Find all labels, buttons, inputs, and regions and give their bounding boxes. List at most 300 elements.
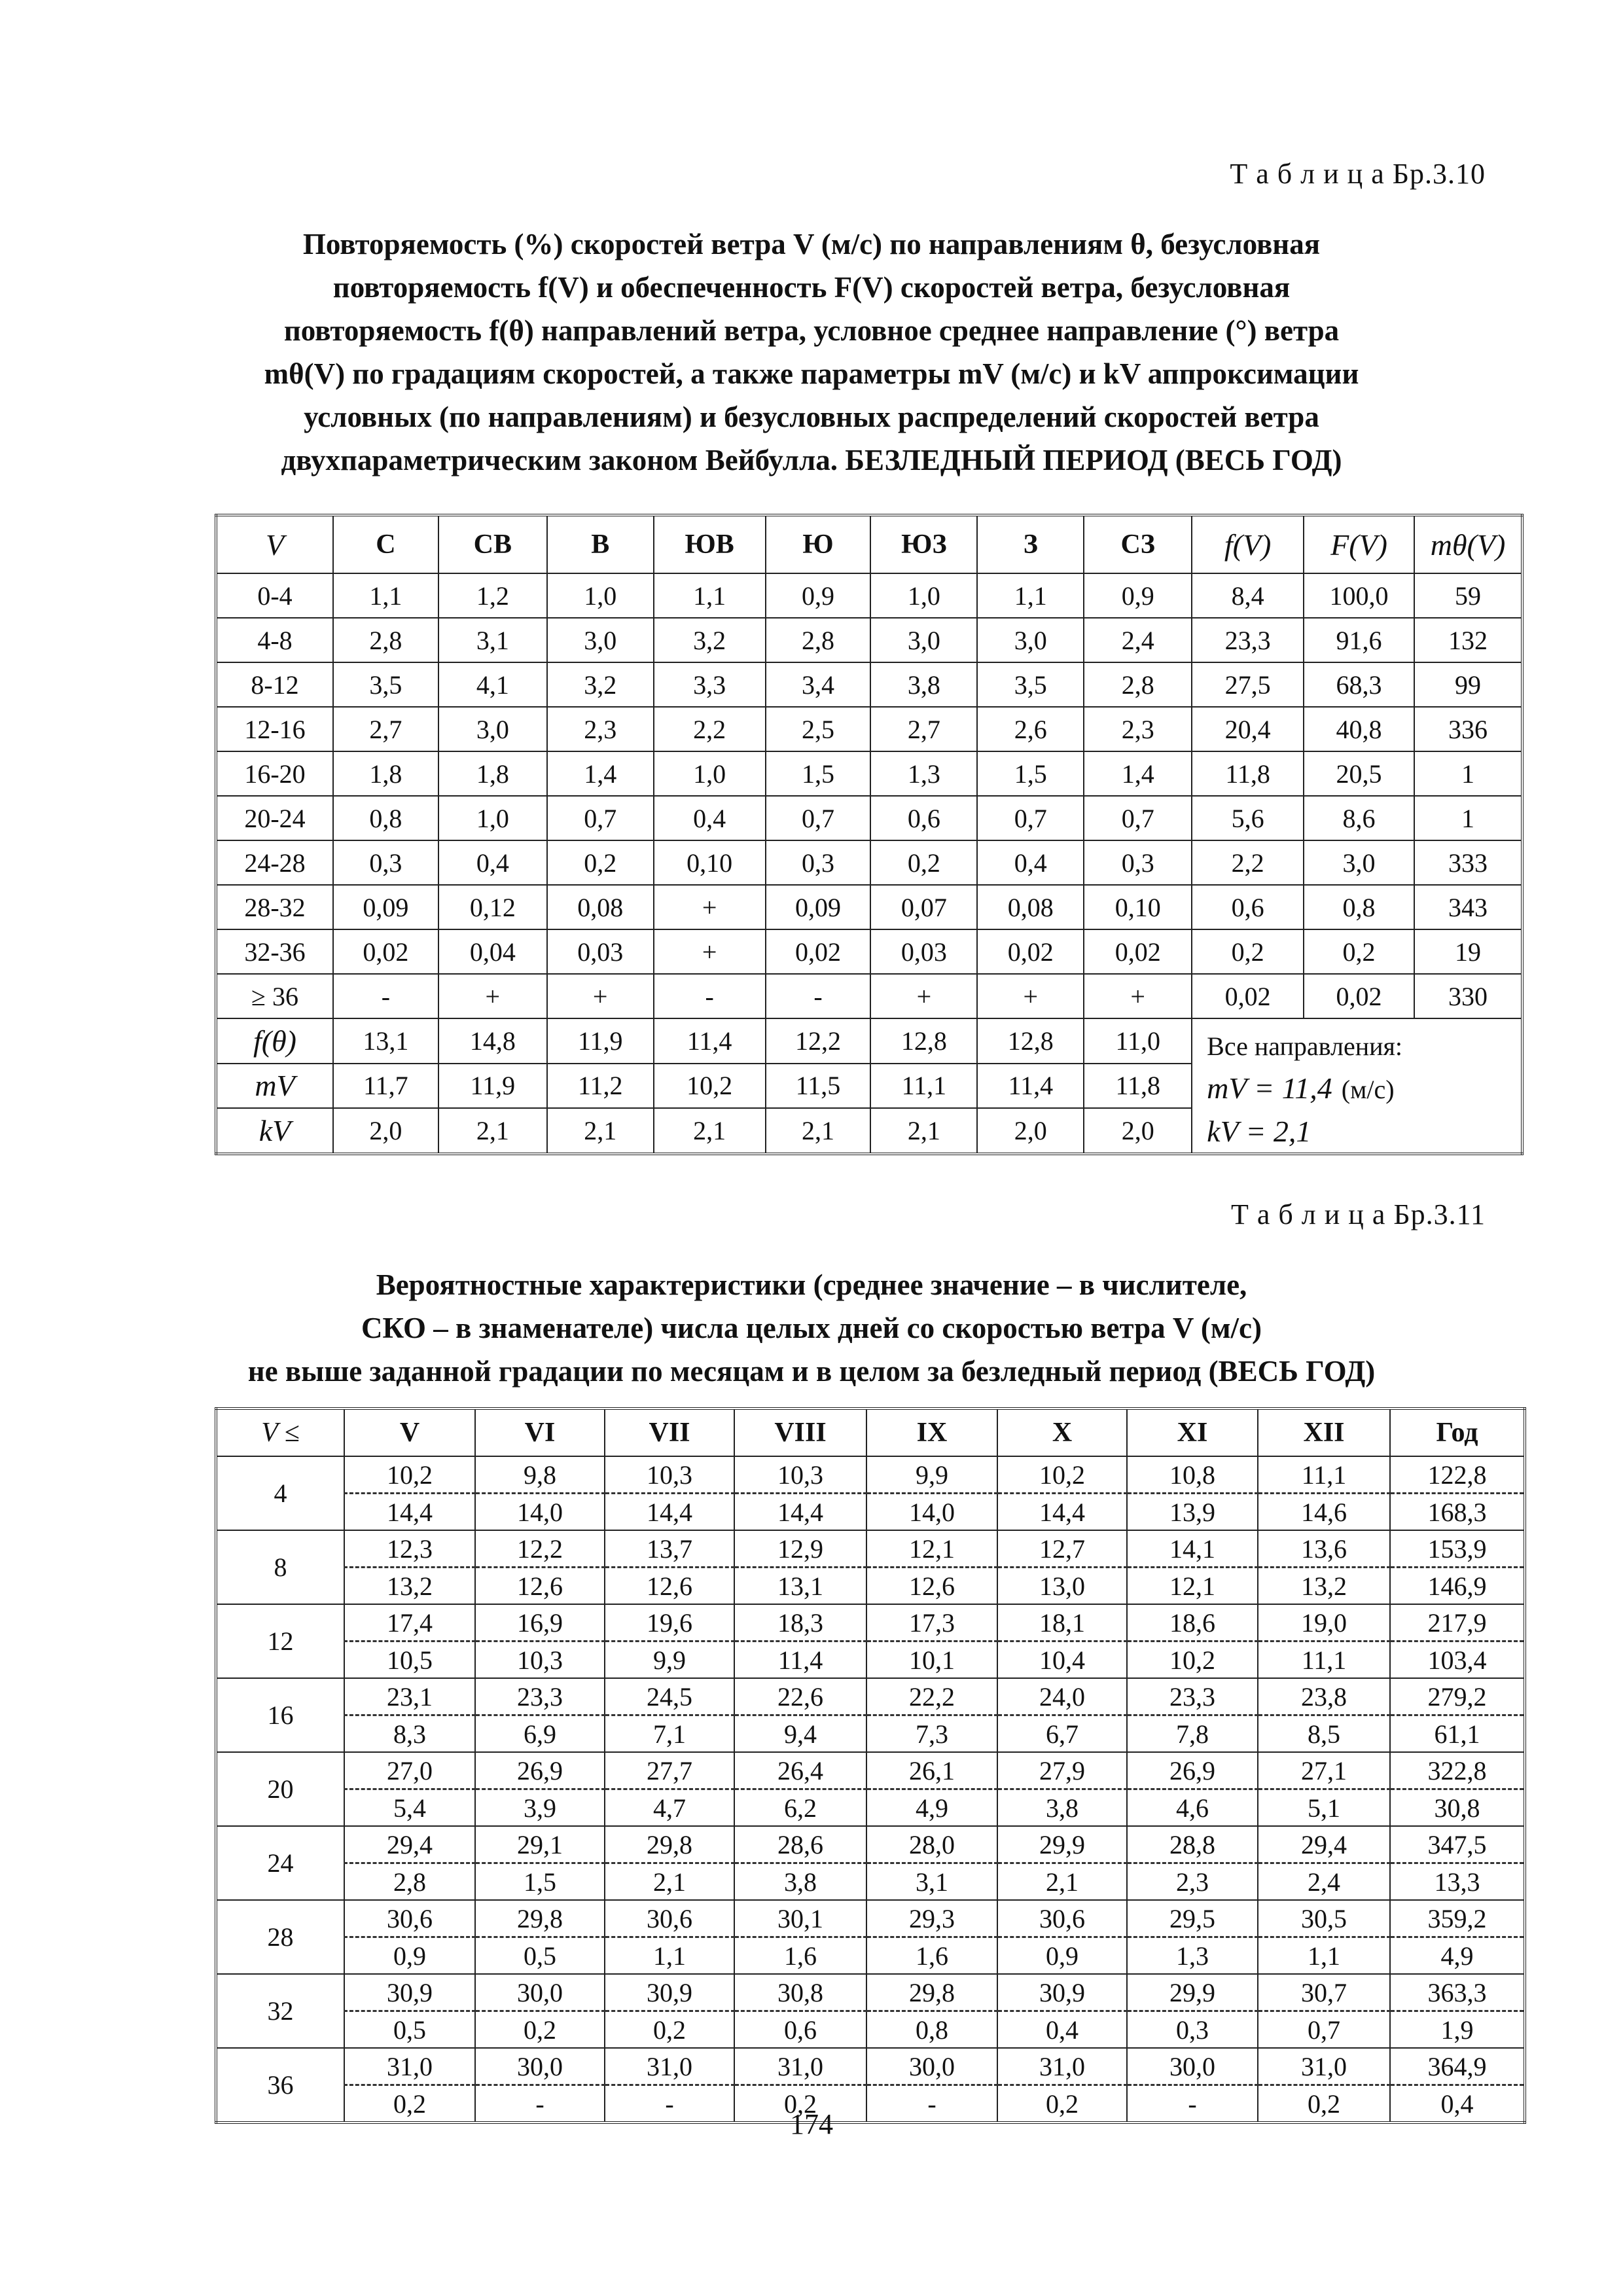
table-cell: 11,4: [654, 1018, 766, 1064]
table-cell: 2,2: [654, 707, 766, 751]
mean-cell: 30,0: [475, 2048, 605, 2085]
sko-cell: 9,9: [605, 1641, 734, 1679]
column-header: VI: [475, 1408, 605, 1456]
speed-gradation: 28: [216, 1900, 344, 1974]
mean-cell: 23,3: [475, 1678, 605, 1715]
table-cell: 3,0: [438, 707, 547, 751]
sko-cell: 12,6: [475, 1568, 605, 1605]
column-header: ЮВ: [654, 515, 766, 573]
table-cell: 4,1: [438, 662, 547, 707]
mean-cell: 27,0: [344, 1752, 475, 1789]
mean-cell: 19,0: [1258, 1604, 1390, 1641]
table-cell: 1,0: [654, 751, 766, 796]
title-line: условных (по направлениям) и безусловных распределений скоростей ветра: [304, 401, 1319, 433]
table-cell: 0,6: [1192, 885, 1304, 929]
table-cell: +: [654, 929, 766, 974]
numerator-row: [216, 1456, 1525, 1494]
table-cell: 3,0: [870, 618, 977, 662]
sko-cell: 30,8: [1390, 1789, 1525, 1827]
mean-cell: 29,8: [605, 1826, 734, 1863]
table-cell: 1,3: [870, 751, 977, 796]
mean-cell: 12,1: [866, 1530, 997, 1568]
table-cell: 12,8: [870, 1018, 977, 1064]
row-label: f(θ): [216, 1018, 333, 1064]
mean-cell: 30,0: [1127, 2048, 1258, 2085]
sko-cell: 0,2: [734, 2085, 866, 2123]
sko-cell: 0,7: [1258, 2011, 1390, 2049]
denominator-row: [216, 2011, 1525, 2049]
table-cell: 1,0: [547, 573, 654, 618]
table-cell: 2,8: [766, 618, 871, 662]
table-cell: 23,3: [1192, 618, 1304, 662]
mean-cell: 10,3: [605, 1456, 734, 1494]
numerator-row: [216, 1826, 1525, 1863]
numerator-row: [216, 1678, 1525, 1715]
sko-cell: 0,2: [1258, 2085, 1390, 2123]
mean-cell: 23,1: [344, 1678, 475, 1715]
table-cell: 0,9: [766, 573, 871, 618]
column-header: ЮЗ: [870, 515, 977, 573]
denominator-row: [216, 1789, 1525, 1827]
table-cell: 4-8: [216, 618, 333, 662]
speed-gradation: 16: [216, 1678, 344, 1752]
table-cell: 1,4: [547, 751, 654, 796]
param-row: [216, 1018, 1522, 1064]
title-line: повторяемость f(θ) направлений ветра, условное среднее направление (°) ветра: [283, 314, 1340, 347]
column-header: XII: [1258, 1408, 1390, 1456]
table-cell: 11,8: [1084, 1064, 1192, 1109]
column-header: XI: [1127, 1408, 1258, 1456]
page-number: 174: [790, 2108, 833, 2140]
table-cell: 1,1: [654, 573, 766, 618]
sko-cell: 10,2: [1127, 1641, 1258, 1679]
table-cell: 0,4: [654, 796, 766, 840]
mean-cell: 30,7: [1258, 1974, 1390, 2011]
mean-cell: 29,3: [866, 1900, 997, 1937]
sko-cell: 8,5: [1258, 1715, 1390, 1753]
mean-cell: 28,0: [866, 1826, 997, 1863]
column-header: VII: [605, 1408, 734, 1456]
table-cell: 11,5: [766, 1064, 871, 1109]
mean-cell: 31,0: [605, 2048, 734, 2085]
sko-cell: 13,0: [997, 1568, 1127, 1605]
mean-cell: 363,3: [1390, 1974, 1525, 2011]
table-cell: 8,4: [1192, 573, 1304, 618]
sko-cell: 0,5: [344, 2011, 475, 2049]
mean-cell: 217,9: [1390, 1604, 1525, 1641]
table-cell: 11,9: [438, 1064, 547, 1109]
table-cell: 2,7: [870, 707, 977, 751]
sko-cell: 6,9: [475, 1715, 605, 1753]
table-cell: 2,4: [1084, 618, 1192, 662]
table-cell: +: [1084, 974, 1192, 1018]
mean-cell: 12,7: [997, 1530, 1127, 1568]
sko-cell: 7,3: [866, 1715, 997, 1753]
table-cell: 0,10: [654, 840, 766, 885]
sko-cell: 10,1: [866, 1641, 997, 1679]
denominator-row: [216, 1494, 1525, 1531]
column-header: В: [547, 515, 654, 573]
mean-cell: 29,9: [997, 1826, 1127, 1863]
sko-cell: 7,1: [605, 1715, 734, 1753]
sko-cell: 0,2: [475, 2011, 605, 2049]
table-row: [216, 885, 1522, 929]
denominator-row: [216, 1641, 1525, 1679]
sko-cell: 13,1: [734, 1568, 866, 1605]
mv-value: mV = 11,4: [1207, 1071, 1332, 1105]
sko-cell: 13,3: [1390, 1863, 1525, 1901]
header-row: [216, 515, 1522, 573]
mean-cell: 13,6: [1258, 1530, 1390, 1568]
table-cell: 0,7: [977, 796, 1084, 840]
table-row: [216, 796, 1522, 840]
table-cell: 1,4: [1084, 751, 1192, 796]
mean-cell: 30,9: [605, 1974, 734, 2011]
mean-cell: 22,2: [866, 1678, 997, 1715]
mean-cell: 9,9: [866, 1456, 997, 1494]
table-cell: 0,3: [333, 840, 438, 885]
sko-cell: 14,4: [344, 1494, 475, 1531]
table-cell: 0,3: [1084, 840, 1192, 885]
speed-gradation: 8: [216, 1530, 344, 1604]
table-cell: 2,1: [870, 1108, 977, 1154]
sko-cell: 14,0: [475, 1494, 605, 1531]
table-cell: 0,2: [547, 840, 654, 885]
sko-cell: 3,9: [475, 1789, 605, 1827]
table-row: [216, 662, 1522, 707]
sko-cell: 9,4: [734, 1715, 866, 1753]
mean-cell: 30,0: [866, 2048, 997, 2085]
speed-gradation: 20: [216, 1752, 344, 1826]
title-line: mθ(V) по градациям скоростей, а также параметры mV (м/с) и kV аппроксимации: [264, 357, 1359, 390]
sko-cell: 3,8: [997, 1789, 1127, 1827]
mean-cell: 364,9: [1390, 2048, 1525, 2085]
table-cell: 3,5: [333, 662, 438, 707]
table-cell: 0,09: [333, 885, 438, 929]
title-line: Повторяемость (%) скоростей ветра V (м/с) по направлениям θ, безусловная: [302, 228, 1321, 260]
table-row: [216, 573, 1522, 618]
table2-title: [196, 1263, 1427, 1393]
sko-cell: 4,7: [605, 1789, 734, 1827]
table-row: [216, 751, 1522, 796]
sko-cell: 14,0: [866, 1494, 997, 1531]
sko-cell: 0,9: [997, 1937, 1127, 1975]
sko-cell: 10,4: [997, 1641, 1127, 1679]
sko-cell: 4,9: [866, 1789, 997, 1827]
sko-cell: 2,1: [997, 1863, 1127, 1901]
table-cell: 3,8: [870, 662, 977, 707]
column-header: V ≤: [216, 1408, 344, 1456]
mean-cell: 30,9: [997, 1974, 1127, 2011]
table-cell: +: [870, 974, 977, 1018]
table-cell: 2,0: [1084, 1108, 1192, 1154]
sko-cell: -: [475, 2085, 605, 2123]
sko-cell: 14,4: [734, 1494, 866, 1531]
sko-cell: -: [605, 2085, 734, 2123]
sko-cell: 3,1: [866, 1863, 997, 1901]
table-cell: 2,1: [654, 1108, 766, 1154]
table-cell: 0,2: [1192, 929, 1304, 974]
table-cell: -: [766, 974, 871, 1018]
sko-cell: 1,9: [1390, 2011, 1525, 2049]
sko-cell: 12,1: [1127, 1568, 1258, 1605]
table-cell: 333: [1414, 840, 1522, 885]
denominator-row: [216, 1937, 1525, 1975]
sko-cell: 4,6: [1127, 1789, 1258, 1827]
table-cell: 0,02: [1084, 929, 1192, 974]
table-cell: 0,3: [766, 840, 871, 885]
table-cell: 3,3: [654, 662, 766, 707]
table-cell: 32-36: [216, 929, 333, 974]
table-cell: +: [977, 974, 1084, 1018]
table-cell: 0,02: [333, 929, 438, 974]
numerator-row: [216, 1900, 1525, 1937]
days-probability-table: [215, 1407, 1526, 2124]
denominator-row: [216, 1568, 1525, 1605]
sko-cell: 13,9: [1127, 1494, 1258, 1531]
mean-cell: 122,8: [1390, 1456, 1525, 1494]
table-cell: 1,5: [977, 751, 1084, 796]
table-cell: 0,08: [547, 885, 654, 929]
sko-cell: 0,2: [605, 2011, 734, 2049]
table-row: [216, 974, 1522, 1018]
sko-cell: 0,4: [1390, 2085, 1525, 2123]
table-cell: 1,1: [333, 573, 438, 618]
speed-gradation: 36: [216, 2048, 344, 2123]
table-cell: 2,8: [1084, 662, 1192, 707]
mean-cell: 18,6: [1127, 1604, 1258, 1641]
mean-cell: 29,1: [475, 1826, 605, 1863]
speed-gradation: 32: [216, 1974, 344, 2048]
table-cell: 0,12: [438, 885, 547, 929]
mean-cell: 30,6: [997, 1900, 1127, 1937]
table-cell: 11,2: [547, 1064, 654, 1109]
mean-cell: 31,0: [1258, 2048, 1390, 2085]
table-cell: 1: [1414, 796, 1522, 840]
table-cell: 11,7: [333, 1064, 438, 1109]
row-label: mV: [216, 1064, 333, 1109]
table-cell: -: [654, 974, 766, 1018]
sko-cell: 14,6: [1258, 1494, 1390, 1531]
column-header: IX: [866, 1408, 997, 1456]
mean-cell: 30,0: [475, 1974, 605, 2011]
table-cell: ≥ 36: [216, 974, 333, 1018]
title-line: не выше заданной градации по месяцам и в целом за безледный период (ВЕСЬ ГОД): [247, 1355, 1376, 1388]
table-cell: 5,6: [1192, 796, 1304, 840]
table-cell: 0,9: [1084, 573, 1192, 618]
mean-cell: 12,9: [734, 1530, 866, 1568]
column-header: f(V): [1192, 515, 1304, 573]
table-cell: 20-24: [216, 796, 333, 840]
table-cell: 3,4: [766, 662, 871, 707]
table-cell: 12,8: [977, 1018, 1084, 1064]
table-cell: 2,8: [333, 618, 438, 662]
sko-cell: 2,8: [344, 1863, 475, 1901]
mean-cell: 322,8: [1390, 1752, 1525, 1789]
table-cell: 99: [1414, 662, 1522, 707]
row-label: kV: [216, 1108, 333, 1154]
table-cell: 0,4: [977, 840, 1084, 885]
mean-cell: 30,9: [344, 1974, 475, 2011]
mean-cell: 19,6: [605, 1604, 734, 1641]
table-row: [216, 929, 1522, 974]
table-row: [216, 707, 1522, 751]
sko-cell: 13,2: [344, 1568, 475, 1605]
sko-cell: 61,1: [1390, 1715, 1525, 1753]
mean-cell: 30,6: [605, 1900, 734, 1937]
mean-cell: 26,9: [1127, 1752, 1258, 1789]
mean-cell: 10,8: [1127, 1456, 1258, 1494]
sko-cell: 6,2: [734, 1789, 866, 1827]
table-cell: 16-20: [216, 751, 333, 796]
column-header: СВ: [438, 515, 547, 573]
table-cell: 1,1: [977, 573, 1084, 618]
table-cell: 59: [1414, 573, 1522, 618]
table-cell: 1,0: [870, 573, 977, 618]
mean-cell: 18,1: [997, 1604, 1127, 1641]
sko-cell: 0,4: [997, 2011, 1127, 2049]
table-cell: 12-16: [216, 707, 333, 751]
mean-cell: 12,3: [344, 1530, 475, 1568]
table-cell: 3,0: [977, 618, 1084, 662]
mean-cell: 29,4: [1258, 1826, 1390, 1863]
sko-cell: 1,6: [866, 1937, 997, 1975]
sko-cell: 0,6: [734, 2011, 866, 2049]
mean-cell: 10,2: [344, 1456, 475, 1494]
title-line: двухпараметрическим законом Вейбулла. БЕЗЛЕДНЫЙ ПЕРИОД (ВЕСЬ ГОД): [281, 444, 1342, 476]
mean-cell: 27,7: [605, 1752, 734, 1789]
table-cell: 2,5: [766, 707, 871, 751]
mean-cell: 10,3: [734, 1456, 866, 1494]
sko-cell: 146,9: [1390, 1568, 1525, 1605]
table-cell: 0,7: [547, 796, 654, 840]
table-cell: 2,6: [977, 707, 1084, 751]
sko-cell: 12,6: [605, 1568, 734, 1605]
mean-cell: 13,7: [605, 1530, 734, 1568]
table-cell: 11,9: [547, 1018, 654, 1064]
sko-cell: 5,1: [1258, 1789, 1390, 1827]
table-cell: 11,1: [870, 1064, 977, 1109]
table-cell: 0-4: [216, 573, 333, 618]
title-line: Вероятностные характеристики (среднее значение – в числителе,: [376, 1268, 1247, 1301]
mean-cell: 22,6: [734, 1678, 866, 1715]
sko-cell: 5,4: [344, 1789, 475, 1827]
table-cell: 11,8: [1192, 751, 1304, 796]
sko-cell: 1,5: [475, 1863, 605, 1901]
sko-cell: 12,6: [866, 1568, 997, 1605]
table-cell: 1,2: [438, 573, 547, 618]
mean-cell: 17,3: [866, 1604, 997, 1641]
sko-cell: 1,6: [734, 1937, 866, 1975]
table-cell: 0,02: [1304, 974, 1414, 1018]
table-cell: 2,0: [977, 1108, 1084, 1154]
column-header: X: [997, 1408, 1127, 1456]
header-row: [216, 1408, 1525, 1456]
table-cell: 27,5: [1192, 662, 1304, 707]
mean-cell: 9,8: [475, 1456, 605, 1494]
sko-cell: 2,3: [1127, 1863, 1258, 1901]
table-cell: 0,02: [766, 929, 871, 974]
sko-cell: 2,4: [1258, 1863, 1390, 1901]
table-cell: 0,8: [1304, 885, 1414, 929]
sko-cell: 1,3: [1127, 1937, 1258, 1975]
sko-cell: 7,8: [1127, 1715, 1258, 1753]
table-cell: 1: [1414, 751, 1522, 796]
sko-cell: 6,7: [997, 1715, 1127, 1753]
table-cell: 14,8: [438, 1018, 547, 1064]
title-line: СКО – в знаменателе) числа целых дней со скоростью ветра V (м/с): [361, 1312, 1262, 1344]
sko-cell: 0,2: [997, 2085, 1127, 2123]
sko-cell: 0,5: [475, 1937, 605, 1975]
sko-cell: 10,3: [475, 1641, 605, 1679]
table-cell: 3,2: [547, 662, 654, 707]
mean-cell: 26,4: [734, 1752, 866, 1789]
mean-cell: 279,2: [1390, 1678, 1525, 1715]
numerator-row: [216, 1752, 1525, 1789]
mean-cell: 29,8: [866, 1974, 997, 2011]
mean-cell: 24,0: [997, 1678, 1127, 1715]
title-line: повторяемость f(V) и обеспеченность F(V) скоростей ветра, безусловная: [332, 271, 1291, 304]
table-cell: 91,6: [1304, 618, 1414, 662]
table-cell: 3,0: [547, 618, 654, 662]
sko-cell: 14,4: [997, 1494, 1127, 1531]
mean-cell: 24,5: [605, 1678, 734, 1715]
table-cell: 19: [1414, 929, 1522, 974]
table1-title: [196, 223, 1427, 482]
table-cell: 0,02: [977, 929, 1084, 974]
mean-cell: 30,6: [344, 1900, 475, 1937]
mean-cell: 30,1: [734, 1900, 866, 1937]
table-cell: 343: [1414, 885, 1522, 929]
mean-cell: 18,3: [734, 1604, 866, 1641]
sko-cell: -: [1127, 2085, 1258, 2123]
mean-cell: 347,5: [1390, 1826, 1525, 1863]
column-header: mθ(V): [1414, 515, 1522, 573]
denominator-row: [216, 1715, 1525, 1753]
mean-cell: 11,1: [1258, 1456, 1390, 1494]
mean-cell: 359,2: [1390, 1900, 1525, 1937]
mean-cell: 16,9: [475, 1604, 605, 1641]
sko-cell: 13,2: [1258, 1568, 1390, 1605]
table-cell: 40,8: [1304, 707, 1414, 751]
mean-cell: 23,3: [1127, 1678, 1258, 1715]
table-cell: 10,2: [654, 1064, 766, 1109]
table-cell: 2,0: [333, 1108, 438, 1154]
table-cell: 336: [1414, 707, 1522, 751]
numerator-row: [216, 1530, 1525, 1568]
table-cell: 24-28: [216, 840, 333, 885]
table-cell: +: [654, 885, 766, 929]
mean-cell: 12,2: [475, 1530, 605, 1568]
sko-cell: 2,1: [605, 1863, 734, 1901]
table-cell: 0,2: [1304, 929, 1414, 974]
table-cell: 2,3: [547, 707, 654, 751]
table-cell: 13,1: [333, 1018, 438, 1064]
table-cell: 68,3: [1304, 662, 1414, 707]
numerator-row: [216, 2048, 1525, 2085]
table-cell: 3,2: [654, 618, 766, 662]
table-row: [216, 618, 1522, 662]
mean-cell: 29,8: [475, 1900, 605, 1937]
table-cell: 8,6: [1304, 796, 1414, 840]
table-cell: 0,7: [1084, 796, 1192, 840]
mean-cell: 28,8: [1127, 1826, 1258, 1863]
table-cell: 20,5: [1304, 751, 1414, 796]
table-cell: 0,7: [766, 796, 871, 840]
speed-gradation: 4: [216, 1456, 344, 1530]
table-cell: 0,02: [1192, 974, 1304, 1018]
mv-summary: [1207, 1067, 1521, 1111]
